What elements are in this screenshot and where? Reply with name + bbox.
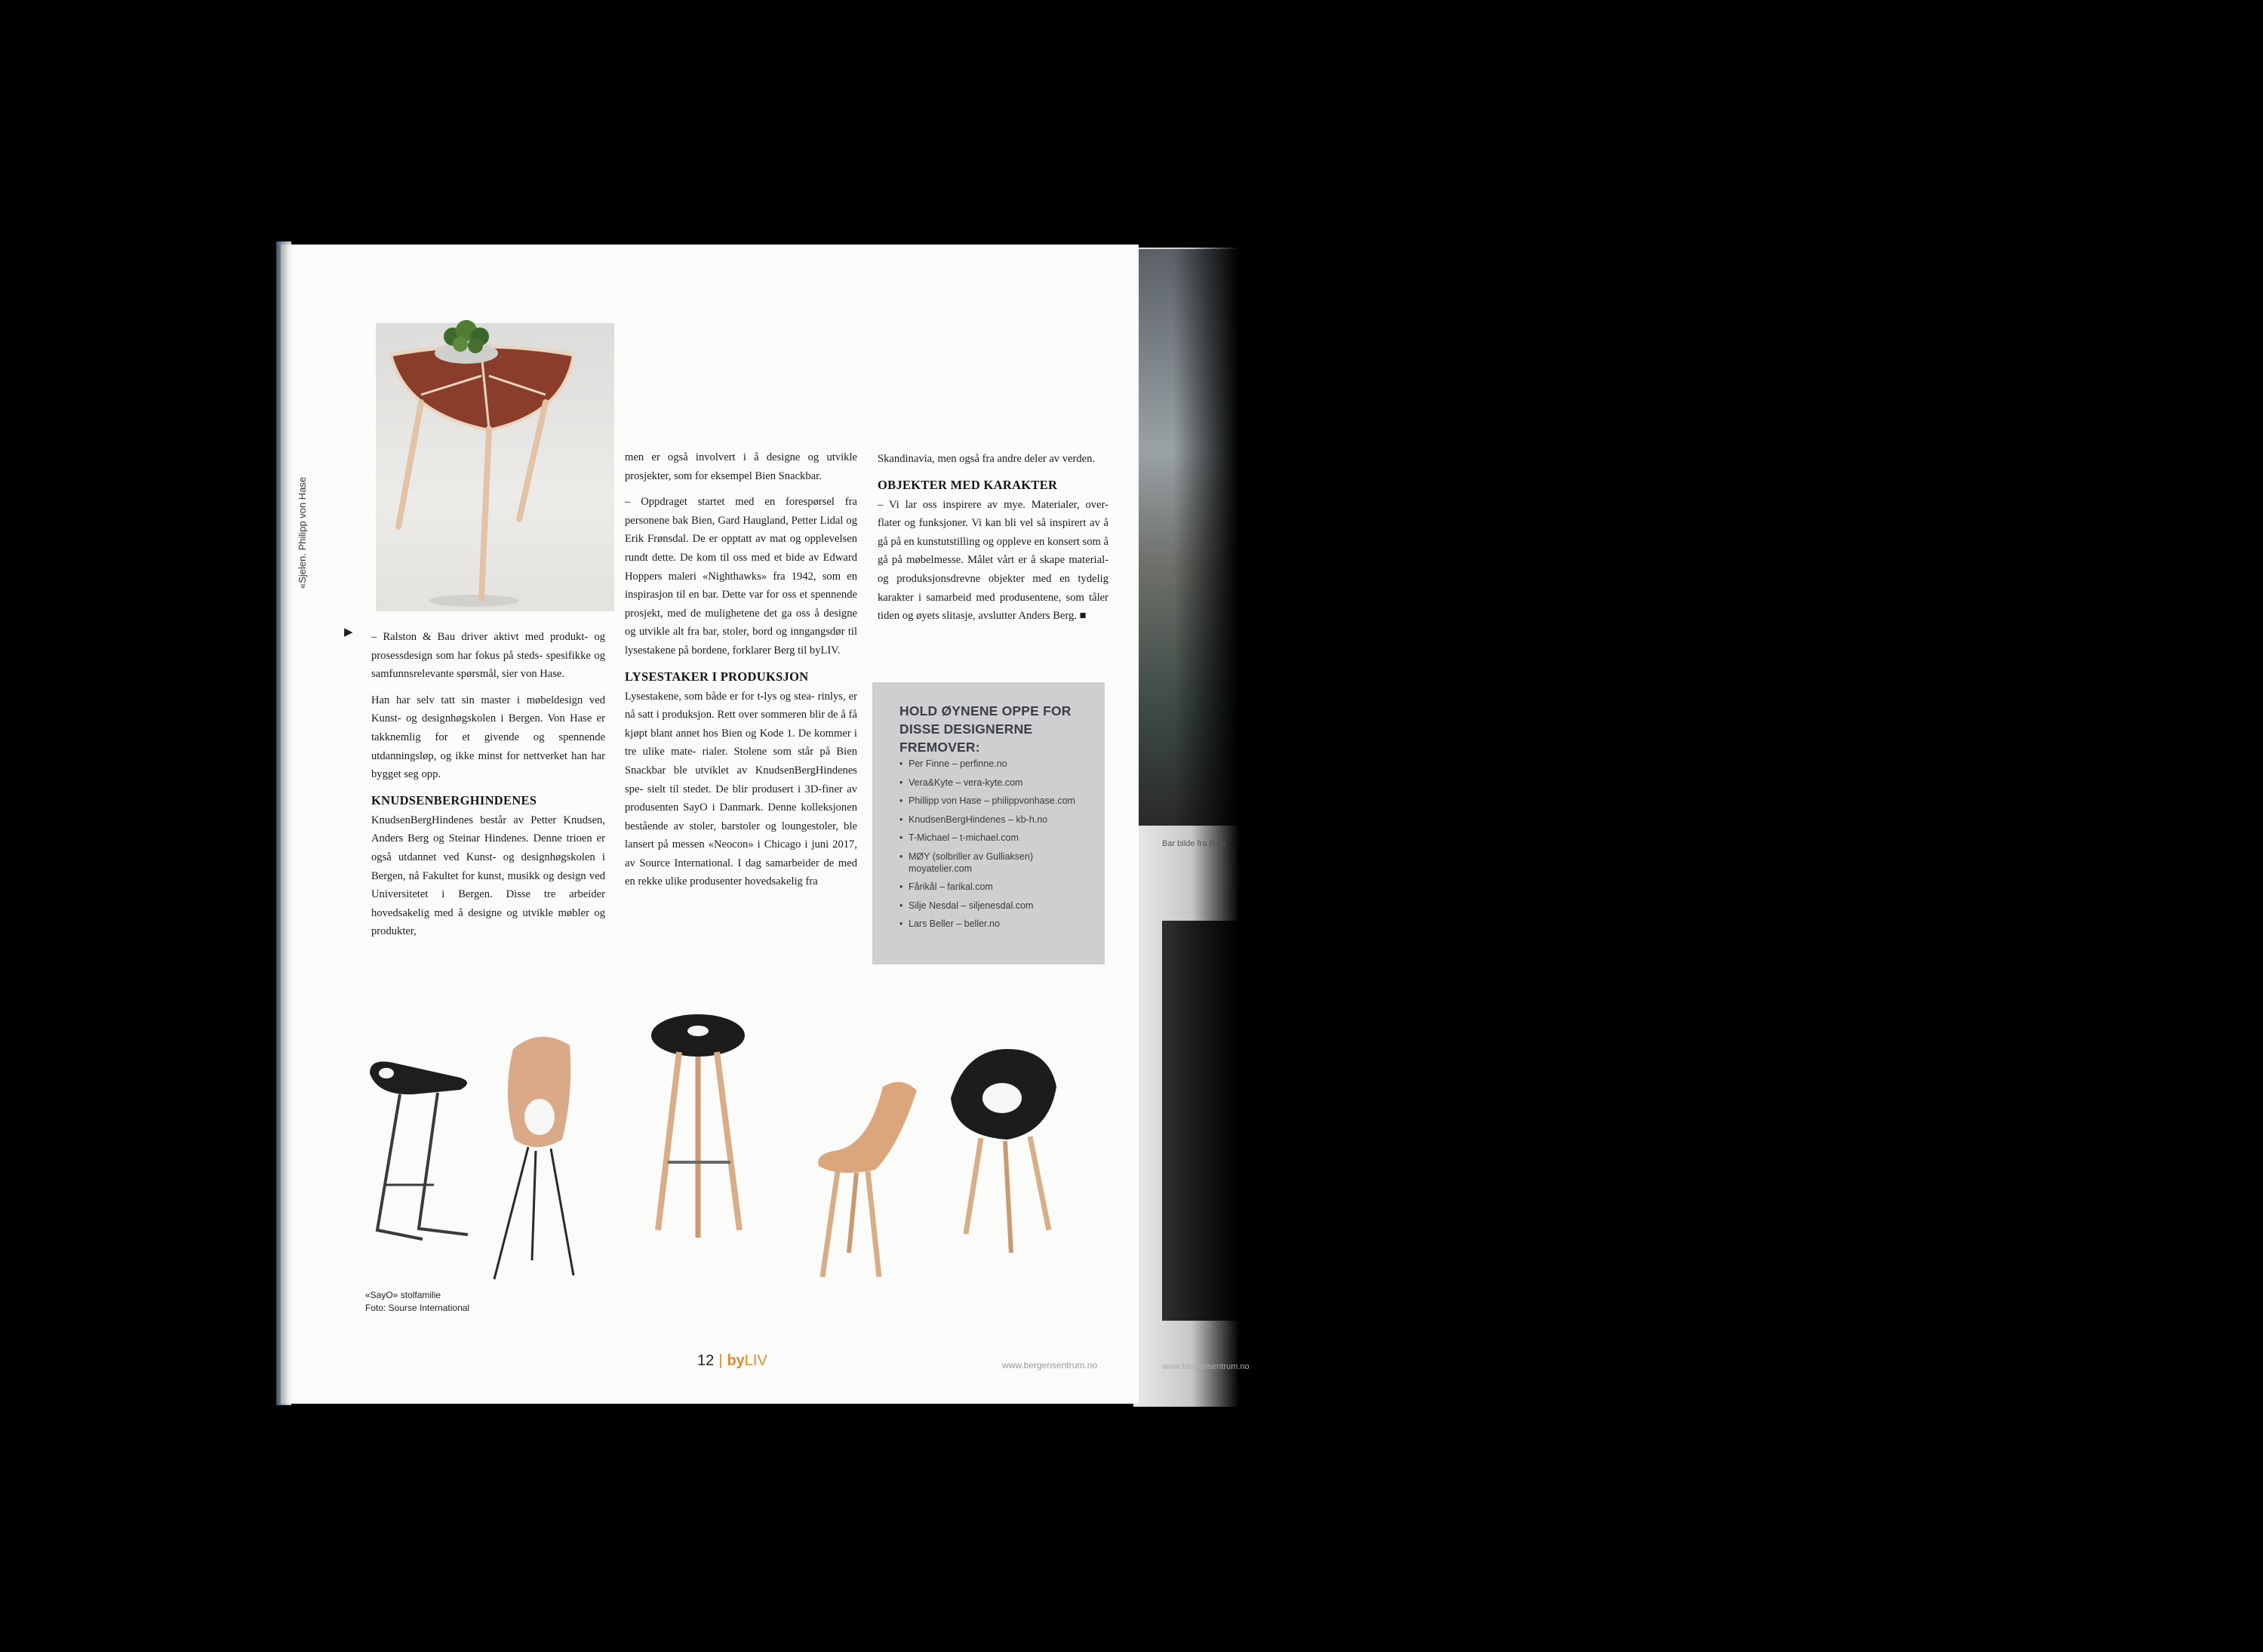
chair-image xyxy=(494,1037,573,1279)
chair-caption-title: «SayO» stolfamilie xyxy=(365,1290,441,1300)
designers-infobox xyxy=(872,682,1105,964)
chair-image xyxy=(651,1014,745,1238)
next-page-url: www.bergensentrum.no xyxy=(1162,1362,1250,1371)
paragraph: – Oppdraget startet med en forespørsel fra personene bak Bien, Gard Haugland, Petter Lidal og Erik Frønsdal. De er opptatt av mat og opplevelsen rundt dette. De kom til oss med et bide av Edward Hoppers maleri «Nighthawks» fra 1942, som en inspirasjon til en bar. Dette var for oss et spennende prosjekt, med de mulighetene det ga oss å designe og utvikle alt fra bar, stoler, bord og inngangsdør til lysestakene på bordene, forklarer Berg til byLIV. xyxy=(625,496,857,657)
designer-item: • Phillipp von Hase – philippvonhase.com xyxy=(899,795,1096,807)
article-column-2 xyxy=(625,448,857,899)
dark-photo xyxy=(1162,921,1239,1321)
chair-caption xyxy=(365,1289,516,1315)
paragraph xyxy=(878,496,1108,626)
designer-item: • KnudsenBergHindenes – kb-h.no xyxy=(899,814,1096,826)
magazine-name-by: by xyxy=(727,1352,745,1369)
paragraph: men er også involvert i å designe og utvikle prosjekter, som for eksempel Bien Snackbar. xyxy=(625,451,857,482)
designer-item: • MØY (solbriller av Gulliaksen) moyatelier.com xyxy=(899,851,1096,875)
paragraph: Skandinavia, men også fra andre deler av verden. xyxy=(878,453,1096,465)
designer-list xyxy=(899,758,1096,937)
article-column-3 xyxy=(878,450,1108,633)
page-url: www.bergensentrum.no xyxy=(1002,1360,1098,1371)
paragraph: Han har selv tatt sin master i møbeldesign ved Kunst- og designhøgskolen i Bergen. Von Hase er takknemlig for et givende og spennende utdanningsløp, og ikke minst for nettverket han har bygget seg opp. xyxy=(371,694,605,781)
paragraph-text: – Vi lar oss inspirere av mye. Materialer, over- flater og funksjoner. Vi kan bli vel så inspirert av å gå på en kunstutstilling og oppleve en konsert som å gå på møbelmesse. Målet vårt er å skape material- og produksjonsdrevne objekter med en tydelig karakter i samarbeid med produsentene, som tåler tiden og øyets slitasje, avslutter Anders Berg. xyxy=(878,498,1109,623)
designer-item: • Per Finne – perfinne.no xyxy=(899,758,1096,770)
photo-credit: «Sjelen. Philipp von Hase xyxy=(297,476,308,589)
infobox-title: HOLD ØYNENE OPPE FOR DISSE DESIGNERNE FREMOVER: xyxy=(899,703,1072,755)
paragraph: Lysestakene, som både er for t-lys og stea- rinlys, er nå satt i produksjon. Rett over sommeren blir de å få kjøpt blant annet hos Bien og Kode 1. De kommer i tre ulike mate- rialer. Stolene som står på Bien Snackbar ble utviklet av KnudsenBergHindenes spe- sielt til stedet. De blir produsert i 3D-finer av produsenten SayO i Danmark. Denne kolleksjonen bestående av stoler, barstoler og loungestoler, ble lansert på messen «Neocon» i Chicago i juni 2017, av Source International. I dag samarbeider de med en rekke ulike produsenter hovedsakelig fra xyxy=(625,690,857,888)
paragraph: KnudsenBergHindenes består av Petter Knudsen, Anders Berg og Steinar Hindenes. Denne trioen er også utdannet ved Kunst- og designhøgskolen i Bergen, nå Fakultet for kunst, musikk og design ved Universitetet i Bergen. Disse tre arbeider hovedsakelig med å designe og utvikle møbler og produkter, xyxy=(371,814,605,938)
end-mark: ■ xyxy=(1079,610,1087,623)
designer-item: • Lars Beller – beller.no xyxy=(899,918,1096,930)
designer-item: • Silje Nesdal – siljenesdal.com xyxy=(899,900,1096,912)
page-number: 12 xyxy=(697,1352,715,1369)
chairs-photo xyxy=(347,1004,1132,1291)
side-table-photo xyxy=(376,323,614,611)
chair-image xyxy=(370,1062,468,1239)
designer-item: • Vera&Kyte – vera-kyte.com xyxy=(899,777,1096,789)
folio-separator: | xyxy=(718,1352,723,1369)
continuation-arrow-icon: ▶ xyxy=(344,625,353,638)
chair-image xyxy=(818,1082,917,1277)
magazine-name-liv: LIV xyxy=(744,1352,767,1369)
next-page-caption: Bar bilde fra Bien xyxy=(1162,839,1226,848)
page-folio xyxy=(697,1352,773,1372)
designer-item: • Fårikål – farikal.com xyxy=(899,881,1096,893)
bar-photo xyxy=(1130,249,1239,826)
section-heading: KNUDSENBERGHINDENES xyxy=(371,792,537,808)
designer-item: • T-Michael – t-michael.com xyxy=(899,832,1096,844)
chair-caption-credit: Foto: Sourse International xyxy=(365,1303,470,1313)
chair-image xyxy=(951,1049,1056,1253)
paragraph: – Ralston & Bau driver aktivt med produkt- og prosessdesign som har fokus på steds- spesifikke og samfunnsrelevante spørsmål, sier von Hase. xyxy=(371,631,605,681)
section-heading: OBJEKTER MED KARAKTER xyxy=(878,477,1058,492)
article-column-1 xyxy=(371,628,605,949)
section-heading: LYSESTAKER I PRODUKSJON xyxy=(625,669,809,684)
